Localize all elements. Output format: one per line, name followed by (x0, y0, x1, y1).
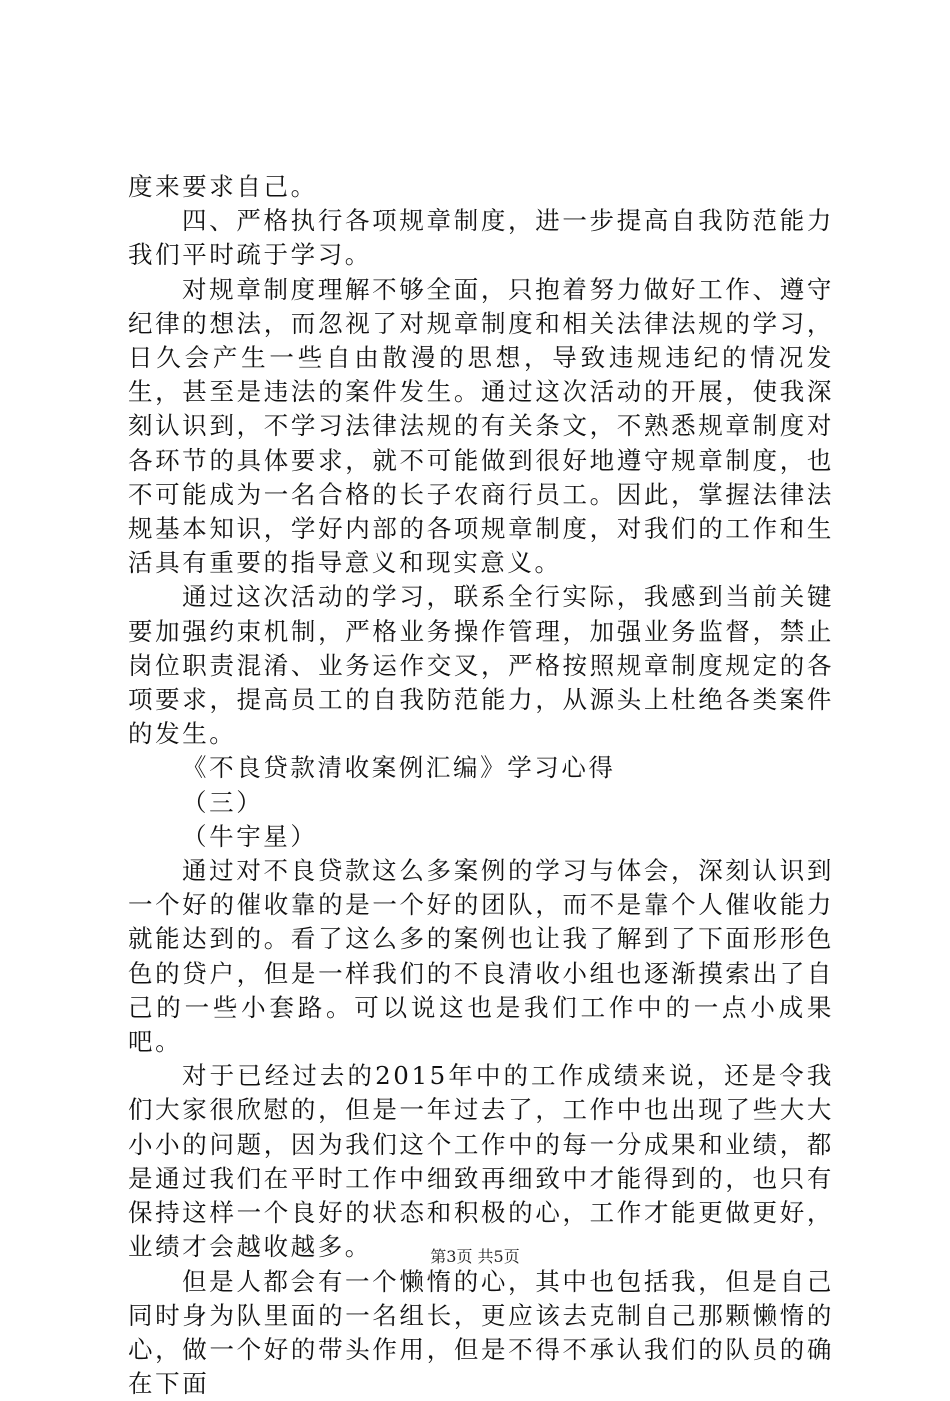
paragraph: 度来要求自己。 (128, 170, 834, 204)
page-footer: 第3页 共5页 (0, 1244, 950, 1267)
section-heading: 四、严格执行各项规章制度，进一步提高自我防范能力我们平时疏于学习。 (128, 204, 834, 272)
article-author: （牛宇星） (128, 820, 834, 854)
paragraph: 通过这次活动的学习，联系全行实际，我感到当前关键要加强约束机制，严格业务操作管理，加强业务监督，禁止岗位职责混淆、业务运作交叉，严格按照规章制度规定的各项要求，提高员工的自我防范能力，从源头上杜绝各类案件的发生。 (128, 580, 834, 751)
paragraph: 但是人都会有一个懒惰的心，其中也包括我，但是自己同时身为队里面的一名组长，更应该去克制自己那颗懒惰的心，做一个好的带头作用，但是不得不承认我们的队员的确在下面 (128, 1265, 834, 1401)
paragraph: 通过对不良贷款这么多案例的学习与体会，深刻认识到一个好的催收靠的是一个好的团队，而不是靠个人催收能力就能达到的。看了这么多的案例也让我了解到了下面形形色色的贷户，但是一样我们的不良清收小组也逐渐摸索出了自己的一些小套路。可以说这也是我们工作中的一点小成果吧。 (128, 854, 834, 1059)
paragraph: 对规章制度理解不够全面，只抱着努力做好工作、遵守纪律的想法，而忽视了对规章制度和相关法律法规的学习，日久会产生一些自由散漫的思想，导致违规违纪的情况发生，甚至是违法的案件发生。通过这次活动的开展，使我深刻认识到，不学习法律法规的有关条文，不熟悉规章制度对各环节的具体要求，就不可能做到很好地遵守规章制度，也不可能成为一名合格的长子农商行员工。因此，掌握法律法规基本知识，学好内部的各项规章制度，对我们的工作和生活具有重要的指导意义和现实意义。 (128, 273, 834, 581)
paragraph: 对于已经过去的2015年中的工作成绩来说，还是令我们大家很欣慰的，但是一年过去了，工作中也出现了些大大小小的问题，因为我们这个工作中的每一分成果和业绩，都是通过我们在平时工作中细致再细致中才能得到的，也只有保持这样一个良好的状态和积极的心，工作才能更做更好，业绩才会越收越多。 (128, 1059, 834, 1264)
article-subtitle: （三） (128, 786, 834, 820)
document-body (128, 170, 834, 1401)
article-title: 《不良贷款清收案例汇编》学习心得 (128, 751, 834, 785)
